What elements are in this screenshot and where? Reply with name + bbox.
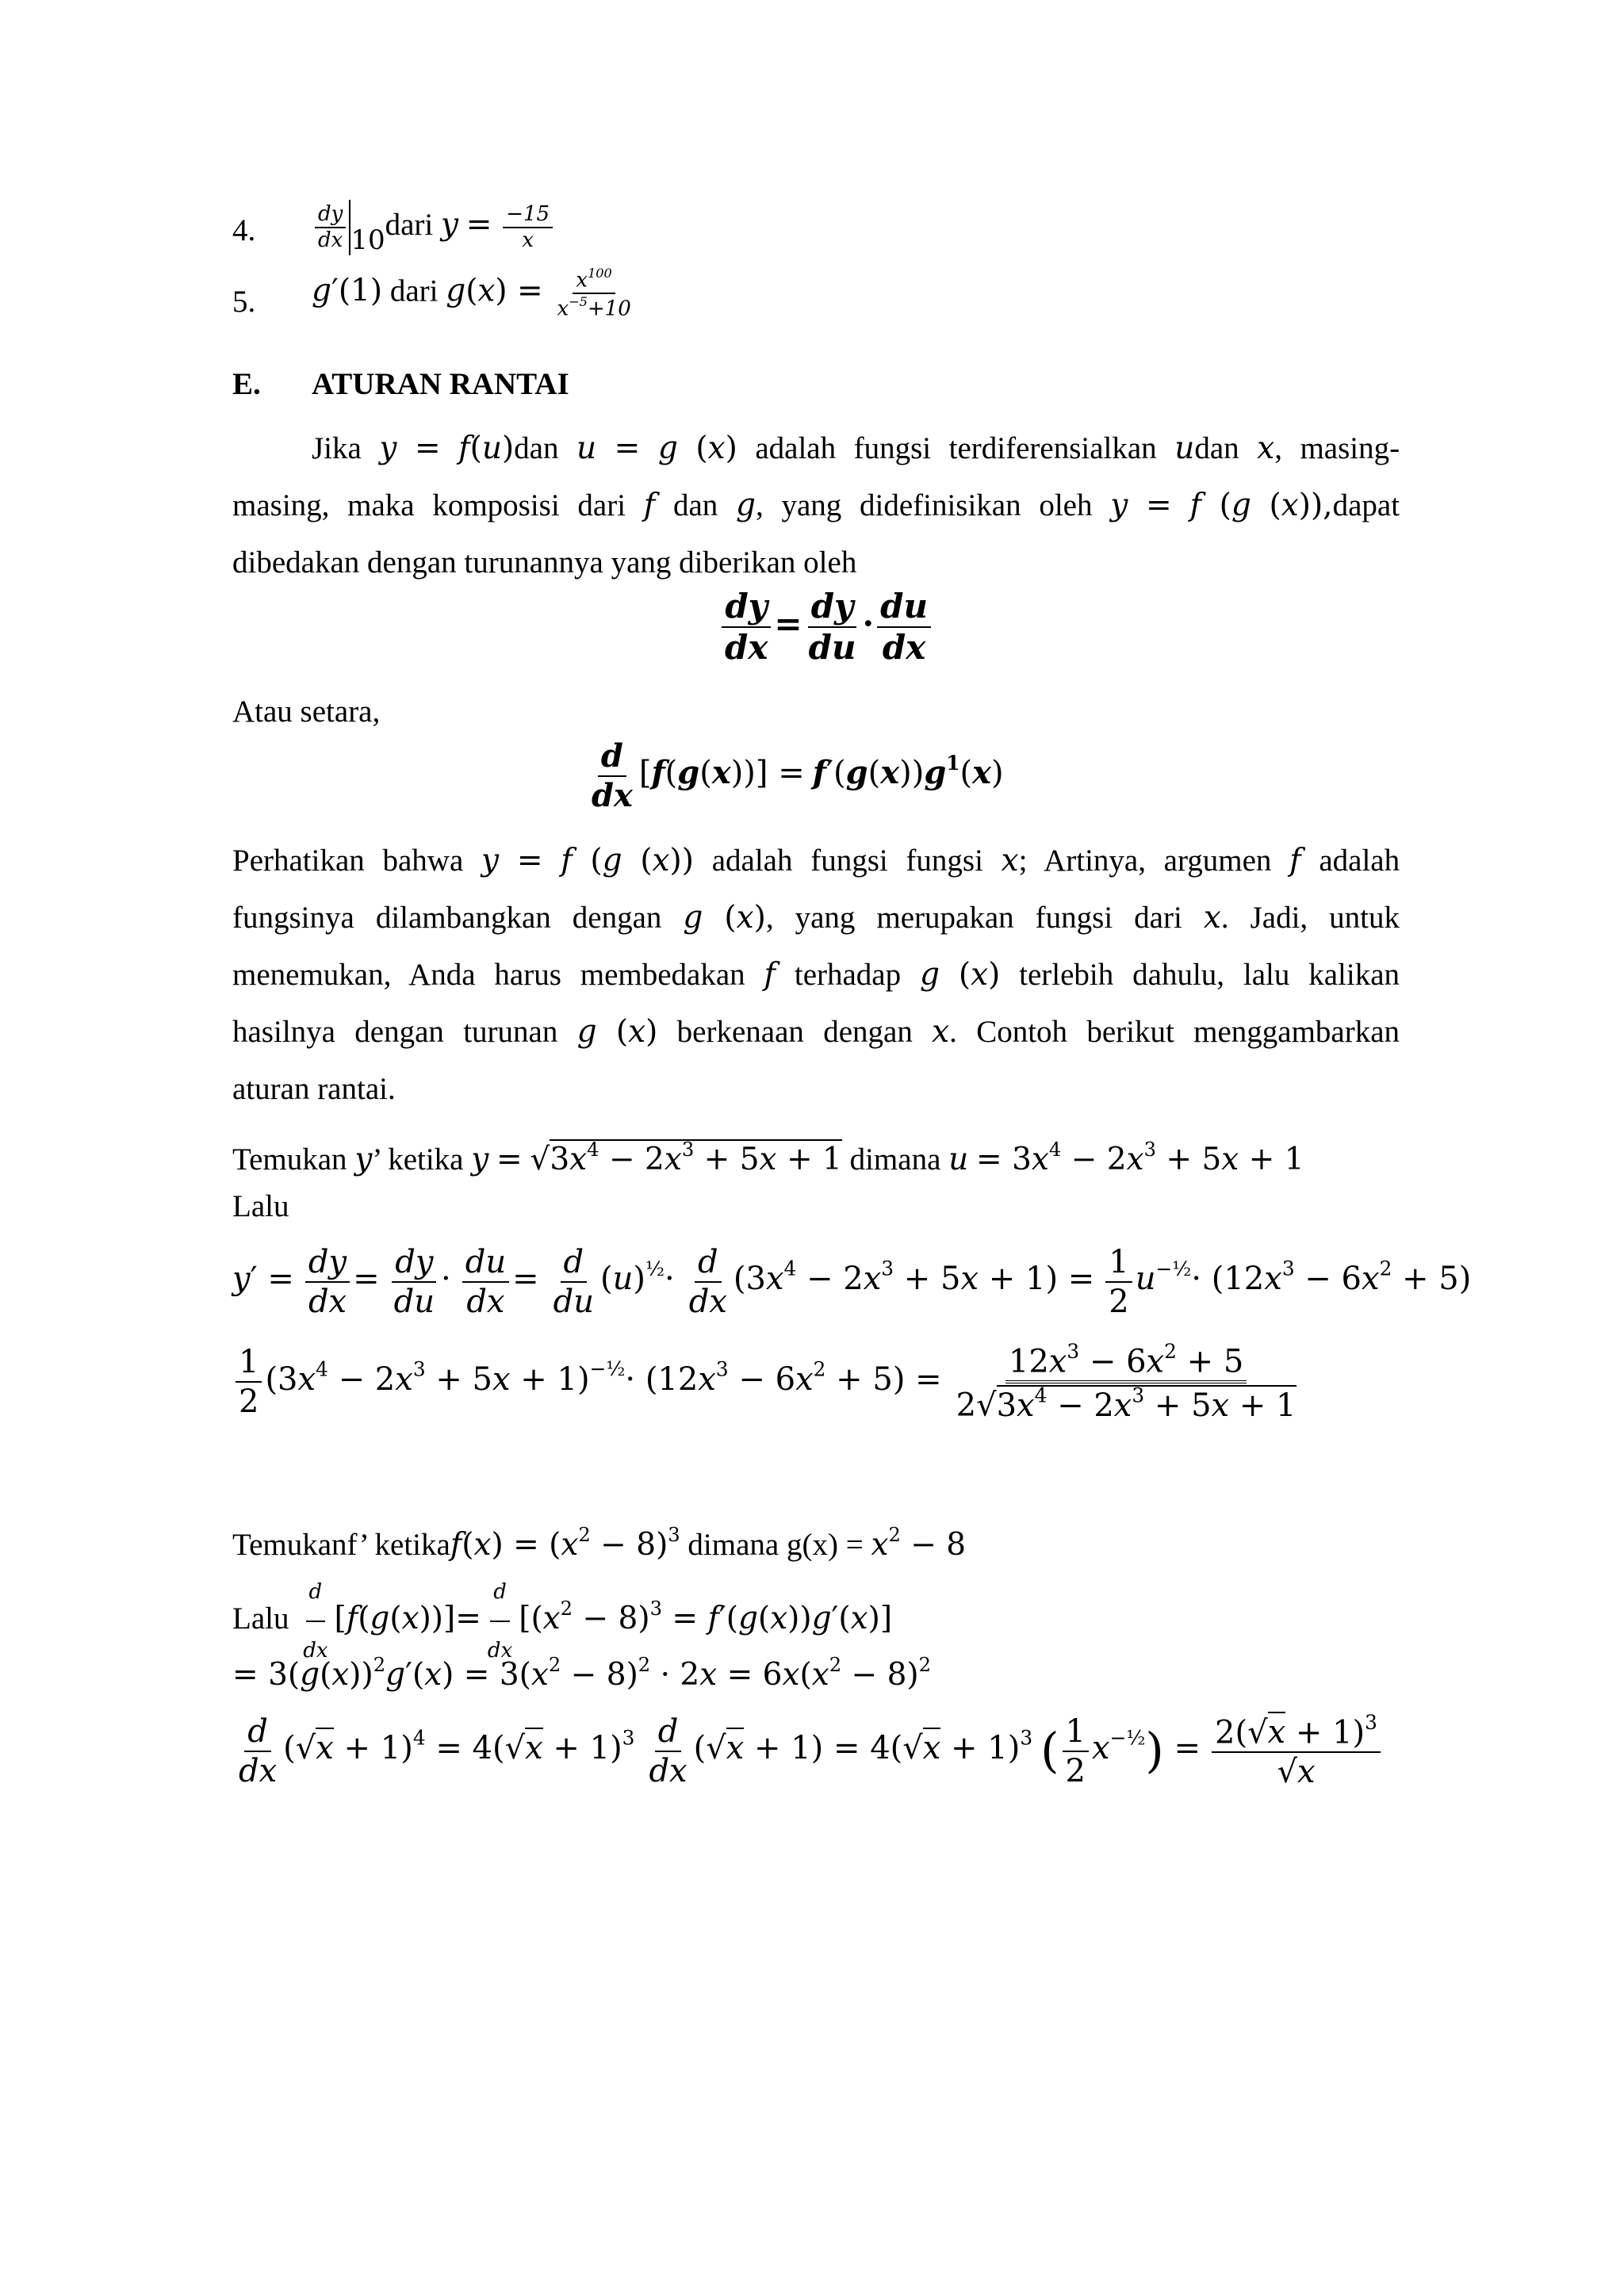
example1-statement: Temukan y’ ketika $y = √3x^4 - 2x^3 + 5x + 1$ dimana $u = 3x^4 - 2x^3 + 5x + 1$ (232, 1138, 1304, 1177)
example2-statement: Temukanf’ ketikaf(x) = $(x^2 - 8)^3$ dimana $g(x) = x^2 - 8$ (232, 1524, 967, 1563)
perhatikan-line-2: fungsinya dilambangkan dengan g (x), yang merupakan fungsi dari x. Jadi, untuk (232, 900, 1400, 936)
exercise-4-expr: $\frac{dy}{dx}$ 10dari y = $\frac{-15}{x}$ (312, 200, 556, 257)
section-title: ATURAN RANTAI (312, 367, 569, 401)
exercise-number: 5. (232, 285, 256, 319)
example3-derivation: $\frac{d}{dx}$ $(√x + 1)^4 = 4(√x + 1)^3$ $\frac{d}{dx}$ $(√x + 1) = 4(√x + 1)^3$ ( $\frac{1}{2}$ $x^{-\frac{1}{2}}$) = $\frac{2(√x + 1)^3}{√x}$ (232, 1711, 1384, 1791)
chain-rule-formula: $\frac{dy}{dx}$ = $\frac{dy}{du}$ · $\frac{du}{dx}$ (718, 587, 934, 668)
exercise-5-expr: g′(1) dari g(x) = $\frac{x^{100}}{x^{-5}+10}$ (312, 266, 631, 321)
exercise-number: 4. (232, 213, 256, 247)
example1-lalu: Lalu (232, 1189, 289, 1223)
intro-line-3: dibedakan dengan turunannya yang diberikan oleh (232, 545, 857, 580)
section-letter: E. (232, 367, 261, 401)
example2-lalu: Lalu $\frac{d}{dx}$ [f(g(x))]= $\frac{d}{dx}$ $[(x^2 - 8)^3 = f'(g(x))g'(x)]$ (232, 1563, 1400, 1679)
perhatikan-line-3: menemukan, Anda harus membedakan f terhadap g (x) terlebih dahulu, lalu kalikan (232, 957, 1400, 993)
example1-derivation-1: y′ = $\frac{dy}{dx}$ = $\frac{dy}{du}$ · $\frac{du}{dx}$ = $\frac{d}{du}$ $(u)^{\frac{1}{2}}\cdot$ $\frac{d}{dx}$ $(3x^4 - 2x^3 + 5x + 1)$ = $\frac{1}{2}$ $u^{-\frac{1}{2}}\cdot (12x^3 - 6x^2 + 5)$ (232, 1244, 1472, 1320)
atau-setara: Atau setara, (232, 695, 381, 729)
exercise-5 (232, 284, 255, 321)
intro-line-1: Jika y = f(u)dan u = g (x) adalah fungsi terdiferensialkan udan x, masing- (312, 430, 1400, 466)
perhatikan-line-4: hasilnya dengan turunan g (x) berkenaan dengan x. Contoh berikut menggambarkan (232, 1014, 1400, 1050)
example2-result: = $3(g(x))^2g'(x) = 3(x^2 - 8)^2 \cdot 2x = 6x(x^2 - 8)^2$ (232, 1654, 931, 1693)
perhatikan-line-5: aturan rantai. (232, 1072, 396, 1106)
exercise-4 (232, 212, 255, 250)
perhatikan-line-1: Perhatikan bahwa y = f (g (x)) adalah fungsi fungsi x; Artinya, argumen f adalah (232, 843, 1400, 878)
composition-formula: $\frac{d}{dx}$ $[f(g(x))] = f'(g(x))g^1(x)$ (592, 737, 1004, 814)
example1-derivation-2: $\frac{1}{2}$ $(3x^4 - 2x^3 + 5x + 1)^{-\frac{1}{2}}\cdot (12x^3 - 6x^2 + 5)$ = $\frac{12x^3 - 6x^2 + 5}{2√3x^4 - 2x^3 + 5x + 1}$ (232, 1340, 1303, 1425)
intro-line-2: masing, maka komposisi dari f dan g, yang didefinisikan oleh y = f (g (x)),dapat (232, 488, 1400, 523)
